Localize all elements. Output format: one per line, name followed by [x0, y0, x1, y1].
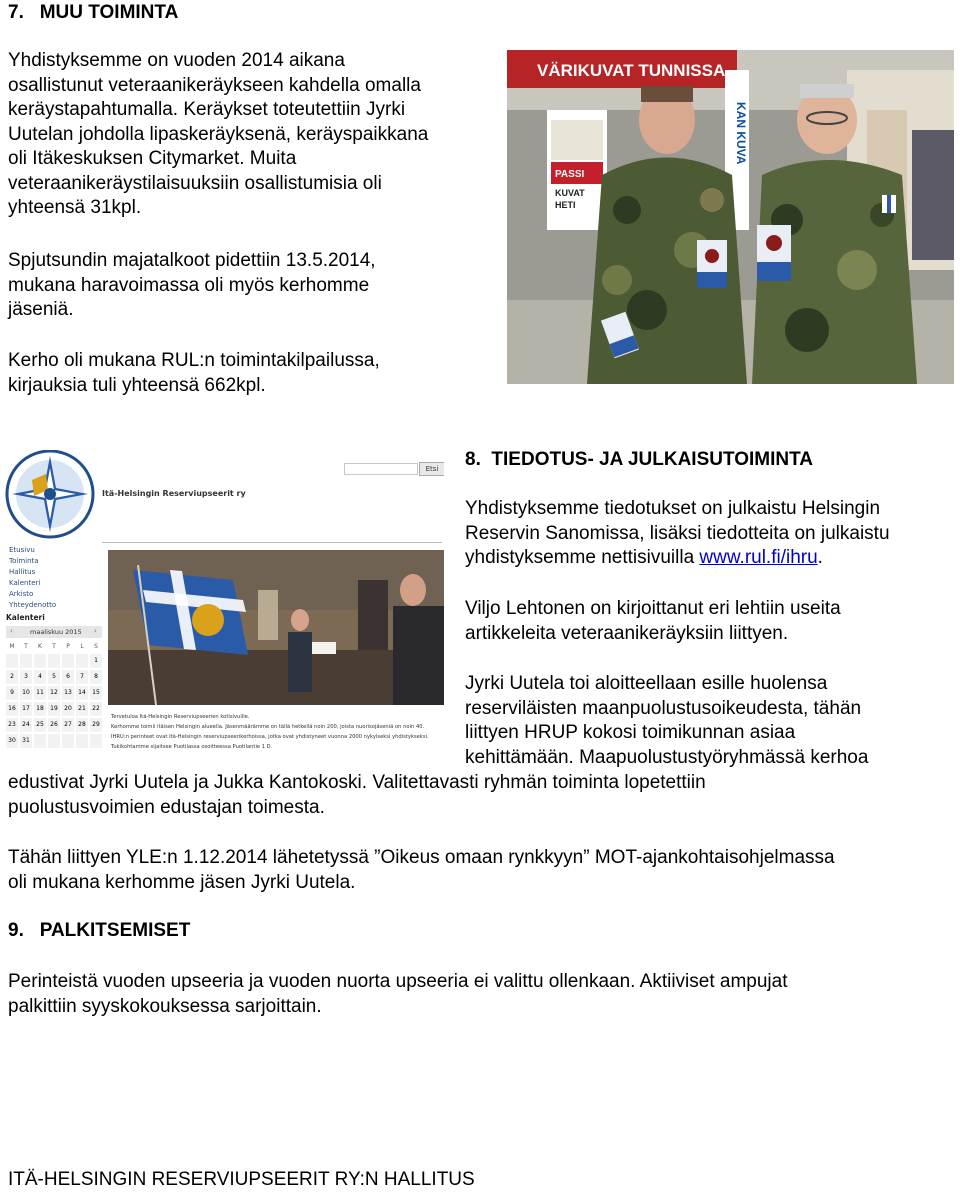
- calendar-day[interactable]: 30: [6, 734, 18, 748]
- calendar-day[interactable]: 24: [20, 718, 32, 732]
- calendar-day[interactable]: 6: [62, 670, 74, 684]
- section-7-paragraph-1: [8, 49, 503, 221]
- calendar-day[interactable]: 13: [62, 686, 74, 700]
- text-line: mukana haravoimassa oli myös kerhomme: [8, 274, 370, 296]
- website-header-divider: [102, 542, 442, 543]
- text-line: edustivat Jyrki Uutela ja Jukka Kantokoski. Valitettavasti ryhmän toiminta lopetettiin: [8, 772, 706, 793]
- calendar-month-bar: [6, 626, 102, 638]
- intro-line: Tukikohtamme sijaitsee Puotilassa osoitteessa Puotilantie 1 D.: [111, 744, 273, 750]
- text-line: kehittämään. Maapuolustustyöryhmässä kerhoa: [465, 746, 869, 768]
- text-line: yhteensä 31kpl.: [8, 197, 142, 218]
- calendar-day[interactable]: 26: [48, 718, 60, 732]
- calendar-day[interactable]: [6, 654, 18, 668]
- calendar-day[interactable]: 15: [90, 686, 102, 700]
- calendar-day[interactable]: 20: [62, 702, 74, 716]
- text-line: oli Itäkeskuksen Citymarket. Muita: [8, 148, 297, 169]
- calendar-day[interactable]: 8: [90, 670, 102, 684]
- calendar-day[interactable]: 11: [34, 686, 46, 700]
- calendar-day[interactable]: [76, 734, 88, 748]
- veteran-collection-photo: [507, 50, 954, 384]
- calendar-day[interactable]: 31: [20, 734, 32, 748]
- text-line: Uutelan johdolla lipaskeräyksenä, keräyspaikkana: [8, 123, 429, 145]
- website-nav-toiminta[interactable]: Toiminta: [9, 557, 39, 565]
- text-line: Jyrki Uutela toi aloitteellaan esille huolensa: [465, 673, 828, 694]
- section-8-heading: [465, 448, 955, 472]
- section-8-paragraph-3-full: [8, 771, 958, 820]
- calendar-day[interactable]: [48, 734, 60, 748]
- text-line: palkittiin syyskokouksessa sarjoittain.: [8, 995, 322, 1017]
- website-nav-yhteydenotto[interactable]: Yhteydenotto: [9, 601, 57, 609]
- calendar-month-label: maaliskuu 2015: [30, 628, 82, 636]
- text-line: puolustusvoimien edustajan toimesta.: [8, 796, 325, 818]
- association-logo-icon: [4, 450, 102, 542]
- website-search-button[interactable]: Etsi: [419, 462, 444, 476]
- text-line: Perinteistä vuoden upseeria ja vuoden nuorta upseeria ei valittu ollenkaan. Aktiiviset ampujat: [8, 971, 788, 992]
- text-line: Kerho oli mukana RUL:n toimintakilpailussa,: [8, 350, 380, 371]
- calendar-day[interactable]: [48, 654, 60, 668]
- calendar-day[interactable]: 29: [90, 718, 102, 732]
- section-9-paragraph-1: [8, 970, 958, 1019]
- calendar-day[interactable]: 10: [20, 686, 32, 700]
- text-line: veteraanikeräystilaisuuksiin osallistumisia oli: [8, 172, 382, 194]
- calendar-day[interactable]: 2: [6, 670, 18, 684]
- website-site-title: Itä-Helsingin Reserviupseerit ry: [102, 489, 246, 498]
- text-line: reserviläisten maanpuolustusoikeudesta, tähän: [465, 697, 862, 719]
- intro-line: Tervetuloa Itä-Helsingin Reserviupseerien kotisivuille.: [111, 714, 250, 720]
- intro-line: Kerhomme toimii itäisen Helsingin alueella. Jäsenmäärämme on tällä hetkellä noin 200, joista nuorisojäseniä on noin 40.: [111, 724, 425, 730]
- text-line: Viljo Lehtonen on kirjoittanut eri lehtiin useita: [465, 598, 841, 619]
- veteran-collection-photo-illustration: [507, 50, 954, 384]
- section-7-title: MUU TOIMINTA: [39, 2, 179, 23]
- calendar-day[interactable]: [76, 654, 88, 668]
- calendar-day[interactable]: [62, 654, 74, 668]
- section-8-title: TIEDOTUS- JA JULKAISUTOIMINTA: [491, 449, 814, 470]
- calendar-day[interactable]: 21: [76, 702, 88, 716]
- calendar-weekday: K: [38, 643, 42, 650]
- text-fragment: .: [817, 547, 823, 568]
- calendar-day[interactable]: 4: [34, 670, 46, 684]
- calendar-weekday: L: [80, 643, 84, 650]
- calendar-day[interactable]: 28: [76, 718, 88, 732]
- calendar-day[interactable]: 7: [76, 670, 88, 684]
- passport-poster-text-3: HETI: [555, 200, 576, 210]
- website-intro-text: [111, 712, 443, 752]
- text-line: jäseniä.: [8, 299, 74, 320]
- website-nav-etusivu[interactable]: Etusivu: [9, 546, 35, 554]
- section-7-paragraph-3: [8, 349, 503, 398]
- calendar-day[interactable]: [90, 734, 102, 748]
- calendar-prev-icon[interactable]: ‹: [10, 627, 13, 635]
- text-fragment: yhdistyksemme nettisivuilla: [465, 547, 700, 568]
- text-line: artikkeleita veteraanikeräyksiin liittyen.: [465, 622, 789, 644]
- calendar-day[interactable]: 19: [48, 702, 60, 716]
- section-7: [8, 1, 498, 25]
- calendar-day[interactable]: 18: [34, 702, 46, 716]
- calendar-weekday: S: [94, 643, 98, 650]
- text-line: keräystapahtumalla. Keräykset toteutettiin Jyrki: [8, 99, 406, 120]
- text-line: Tähän liittyen YLE:n 1.12.2014 lähetetyssä ”Oikeus omaan rynkkyyn” MOT-ajankohtaisohjelmassa: [8, 847, 835, 868]
- text-line: Yhdistyksemme tiedotukset on julkaistu Helsingin: [465, 498, 881, 519]
- calendar-day[interactable]: 27: [62, 718, 74, 732]
- calendar-day[interactable]: 16: [6, 702, 18, 716]
- calendar-day[interactable]: 12: [48, 686, 60, 700]
- section-9-heading-wrap: [8, 919, 608, 943]
- calendar-weekday: T: [52, 643, 56, 650]
- text-line: liittyen HRUP kokosi toimikunnan asiaa: [465, 722, 796, 743]
- passport-poster-text-1: PASSI: [555, 169, 585, 180]
- section-9-heading: [8, 919, 608, 943]
- calendar-day[interactable]: 9: [6, 686, 18, 700]
- flag-ceremony-photo: [108, 550, 444, 705]
- section-8-paragraph-1: [465, 497, 955, 571]
- page-footer: ITÄ-HELSINGIN RESERVIUPSEERIT RY:N HALLITUS: [8, 1169, 475, 1190]
- calendar-weekday: P: [66, 643, 70, 650]
- calendar-day[interactable]: 23: [6, 718, 18, 732]
- store-sign-text: VÄRIKUVAT TUNNISSA: [537, 61, 726, 80]
- text-line: Yhdistyksemme on vuoden 2014 aikana: [8, 50, 345, 71]
- calendar-weekday: M: [9, 643, 15, 650]
- section-8-paragraph-2: [465, 597, 955, 646]
- text-line: osallistunut veteraanikeräykseen kahdella omalla: [8, 74, 421, 96]
- calendar-day[interactable]: 1: [90, 654, 102, 668]
- calendar-weekday: T: [24, 643, 28, 650]
- website-search-input[interactable]: [344, 463, 418, 475]
- website-screenshot: [4, 450, 444, 756]
- section-8-paragraph-4: [8, 846, 958, 895]
- section-7-heading: [8, 1, 498, 25]
- calendar-day[interactable]: 25: [34, 718, 46, 732]
- section-8-paragraph-3-right: [465, 672, 955, 770]
- calendar-day[interactable]: [20, 654, 32, 668]
- text-line: Spjutsundin majatalkoot pidettiin 13.5.2014,: [8, 250, 376, 271]
- website-link[interactable]: www.rul.fi/ihru: [699, 547, 818, 568]
- calendar-day[interactable]: [62, 734, 74, 748]
- text-line: Reservin Sanomissa, lisäksi tiedotteita on julkaistu: [465, 522, 890, 544]
- text-line: oli mukana kerhomme jäsen Jyrki Uutela.: [8, 871, 356, 893]
- calendar-heading: Kalenteri: [6, 613, 45, 622]
- calendar-next-icon[interactable]: ›: [94, 627, 97, 635]
- calendar-day[interactable]: [34, 654, 46, 668]
- website-nav-hallitus[interactable]: Hallitus: [9, 568, 36, 576]
- section-7-paragraph-2: [8, 249, 503, 323]
- calendar-day[interactable]: 5: [48, 670, 60, 684]
- calendar-day[interactable]: 14: [76, 686, 88, 700]
- text-line: [465, 546, 955, 571]
- text-line: kirjauksia tuli yhteensä 662kpl.: [8, 374, 266, 396]
- website-nav-kalenteri[interactable]: Kalenteri: [9, 579, 41, 587]
- vertical-store-text: KAN KUVA: [734, 102, 748, 165]
- section-7-number: 7.: [8, 2, 24, 23]
- passport-poster-text-2: KUVAT: [555, 188, 585, 198]
- calendar-day[interactable]: 22: [90, 702, 102, 716]
- intro-line: IHRU:n perinteet ovat Itä-Helsingin reserviupseerikerhoissa, jotka ovat yhdistyneet vuonna 2000 nykyiseksi yhdistykseksi.: [111, 734, 429, 740]
- section-9-number: 9.: [8, 920, 24, 941]
- section-9-title: PALKITSEMISET: [39, 920, 191, 941]
- calendar-day[interactable]: 3: [20, 670, 32, 684]
- website-nav-arkisto[interactable]: Arkisto: [9, 590, 34, 598]
- section-8-number: 8.: [465, 449, 481, 470]
- calendar-day[interactable]: [34, 734, 46, 748]
- section-8-heading-wrap: [465, 448, 955, 472]
- calendar-day[interactable]: 17: [20, 702, 32, 716]
